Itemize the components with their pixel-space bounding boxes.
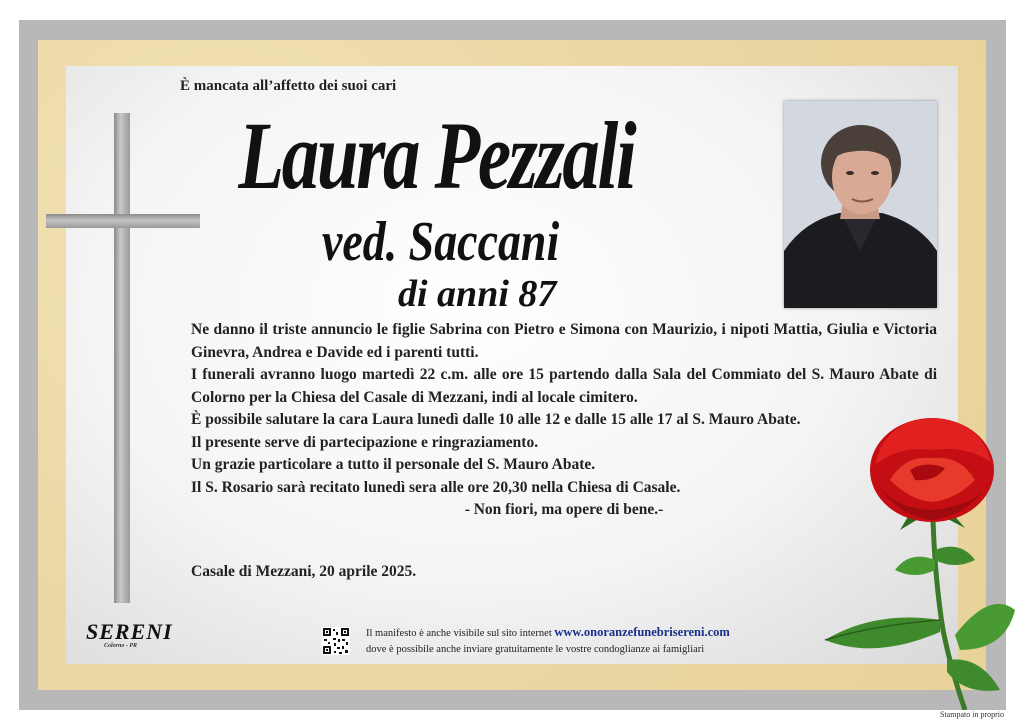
brand-name: SERENI — [86, 619, 173, 644]
age-text: di anni 87 — [398, 273, 557, 315]
intro-text: È mancata all’affetto dei suoi cari — [180, 78, 397, 94]
cross-icon — [114, 113, 130, 603]
closing-line: - Non fiori, ma opere di bene.- — [464, 501, 664, 518]
printed-note: Stampato in proprio — [940, 710, 1004, 719]
website-link[interactable]: www.onoranzefunebrisereni.com — [554, 625, 730, 639]
paragraph-visit: È possibile salutare la cara Laura lunedì dalle 10 alle 12 e dalle 15 alle 17 al S. Mauro Abate. — [191, 411, 801, 428]
portrait-photo — [784, 101, 937, 308]
paragraph-rosary: Il S. Rosario sarà recitato lunedì sera alle ore 20,30 nella Chiesa di Casale. — [191, 478, 681, 496]
rose-icon — [815, 410, 1015, 710]
paragraph-funeral: I funerali avranno luogo martedì 22 c.m. alle ore 15 partendo dalla Sala del Commiato del S. Mauro Abate di Colorno per la Chiesa del Casale di Mezzani, indi al locale cimitero. — [191, 366, 937, 406]
footer-line2: dove è possibile anche inviare gratuitamente le vostre condoglianze ai famigliari — [366, 644, 705, 655]
footer-note — [366, 624, 730, 658]
brand-location: Colorno - PR — [104, 643, 138, 649]
place-date: Casale di Mezzani, 20 aprile 2025. — [191, 563, 417, 580]
married-name: ved. Saccani — [322, 211, 560, 273]
paragraph-family: Ne danno il triste annuncio le figlie Sabrina con Pietro e Simona con Maurizio, i nipoti Mattia, Giulia e Victoria Ginevra, Andrea e Davide ed i parenti tutti. — [191, 321, 937, 361]
brand-logo — [86, 619, 173, 649]
deceased-name: Laura Pezzali — [238, 102, 635, 209]
qr-code-icon — [322, 627, 350, 655]
footer-line1: Il manifesto è anche visibile sul sito internet — [366, 628, 552, 639]
paragraph-notice: Il presente serve di partecipazione e ringraziamento. — [191, 433, 539, 451]
paragraph-thanks: Un grazie particolare a tutto il personale del S. Mauro Abate. — [191, 456, 596, 473]
cross-icon-bar — [46, 214, 200, 228]
